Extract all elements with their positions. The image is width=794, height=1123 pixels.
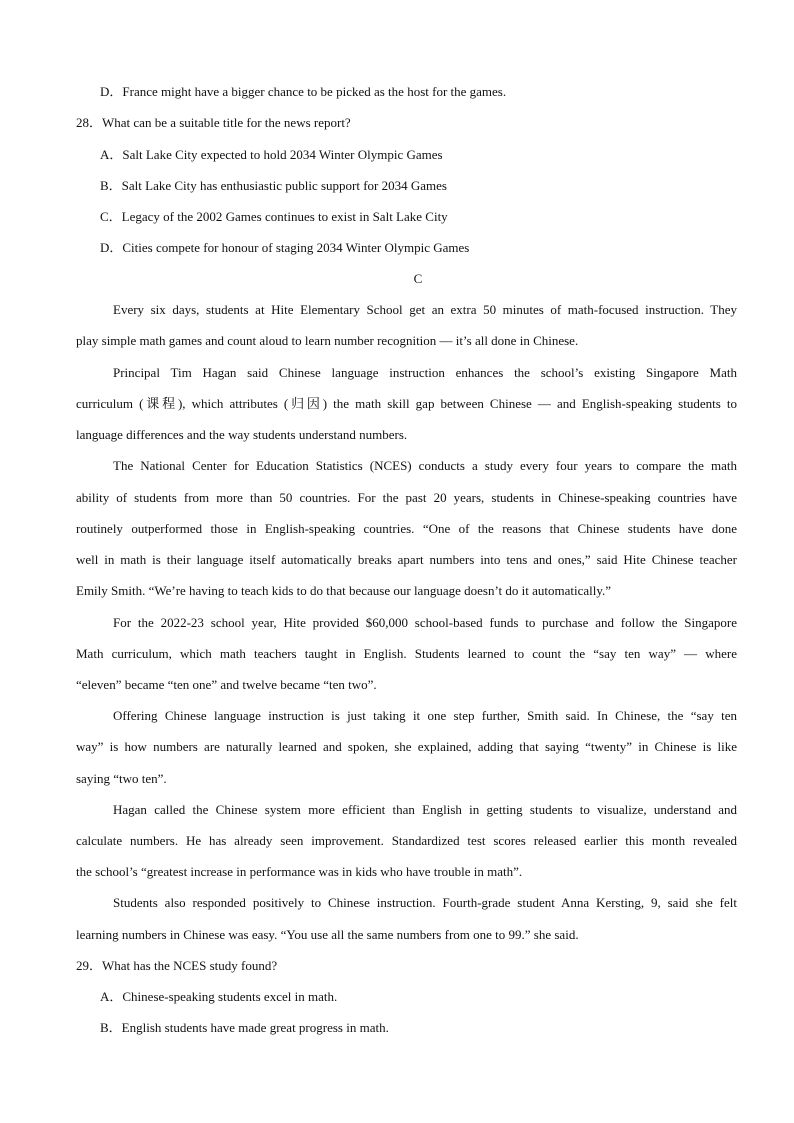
passage-label: C	[413, 271, 423, 286]
q28-option-d: D．Cities compete for honour of staging 2034 Winter Olympic Games	[100, 240, 470, 255]
passage-line: Students also responded positively to Chinese instruction. Fourth-grade student Anna Kersting, 9, said she felt	[113, 895, 737, 910]
passage-line: The National Center for Education Statistics (NCES) conducts a study every four years to compare the math	[113, 458, 737, 473]
passage-line: Hagan called the Chinese system more efficient than English in getting students to visualize, understand and	[113, 802, 737, 817]
q28-stem: 28．What can be a suitable title for the news report?	[76, 115, 351, 130]
passage-line: Math curriculum, which math teachers taught in English. Students learned to count the “say ten way” — where	[76, 646, 737, 661]
passage-line: Principal Tim Hagan said Chinese language instruction enhances the school’s existing Singapore Math	[113, 365, 737, 380]
passage-line: saying “two ten”.	[76, 771, 167, 786]
q28-option-b: B．Salt Lake City has enthusiastic public support for 2034 Games	[100, 178, 447, 193]
q28-option-c: C．Legacy of the 2002 Games continues to exist in Salt Lake City	[100, 209, 448, 224]
passage-line: Every six days, students at Hite Elementary School get an extra 50 minutes of math-focused instruction. They	[113, 302, 737, 317]
passage-line: For the 2022-23 school year, Hite provided $60,000 school-based funds to purchase and follow the Singapore	[113, 615, 737, 630]
passage-line: ability of students from more than 50 countries. For the past 20 years, students in Chinese-speaking countries have	[76, 490, 737, 505]
q27-option-d: D．France might have a bigger chance to be picked as the host for the games.	[100, 84, 507, 99]
passage-line: Offering Chinese language instruction is just taking it one step further, Smith said. In Chinese, the “say ten	[113, 708, 737, 723]
q29-stem: 29．What has the NCES study found?	[76, 958, 278, 973]
passage-line: the school’s “greatest increase in performance was in kids who have trouble in math”.	[76, 864, 523, 879]
passage-line: language differences and the way students understand numbers.	[76, 427, 408, 442]
passage-line: way” is how numbers are naturally learned and spoken, she explained, adding that saying “twenty” in Chinese is like	[76, 739, 737, 754]
passage-line: routinely outperformed those in English-speaking countries. “One of the reasons that Chinese students have done	[76, 521, 737, 536]
passage-line: Emily Smith. “We’re having to teach kids to do that because our language doesn’t do it automatically.”	[76, 583, 612, 598]
q29-option-a: A．Chinese-speaking students excel in math.	[100, 989, 338, 1004]
q29-option-b: B．English students have made great progress in math.	[100, 1020, 389, 1035]
q28-option-a: A．Salt Lake City expected to hold 2034 Winter Olympic Games	[100, 147, 443, 162]
passage-line: curriculum (课程), which attributes (归因) the math skill gap between Chinese — and English-speaking students to	[76, 396, 737, 411]
passage-line: well in math is their language itself automatically breaks apart numbers into tens and ones,” said Hite Chinese teacher	[76, 552, 737, 567]
passage-line: learning numbers in Chinese was easy. “You use all the same numbers from one to 99.” she said.	[76, 927, 579, 942]
passage-line: play simple math games and count aloud to learn number recognition — it’s all done in Chinese.	[76, 333, 579, 348]
passage-line: calculate numbers. He has already seen improvement. Standardized test scores released earlier this month revealed	[76, 833, 737, 848]
passage-line: “eleven” became “ten one” and twelve became “ten two”.	[76, 677, 377, 692]
